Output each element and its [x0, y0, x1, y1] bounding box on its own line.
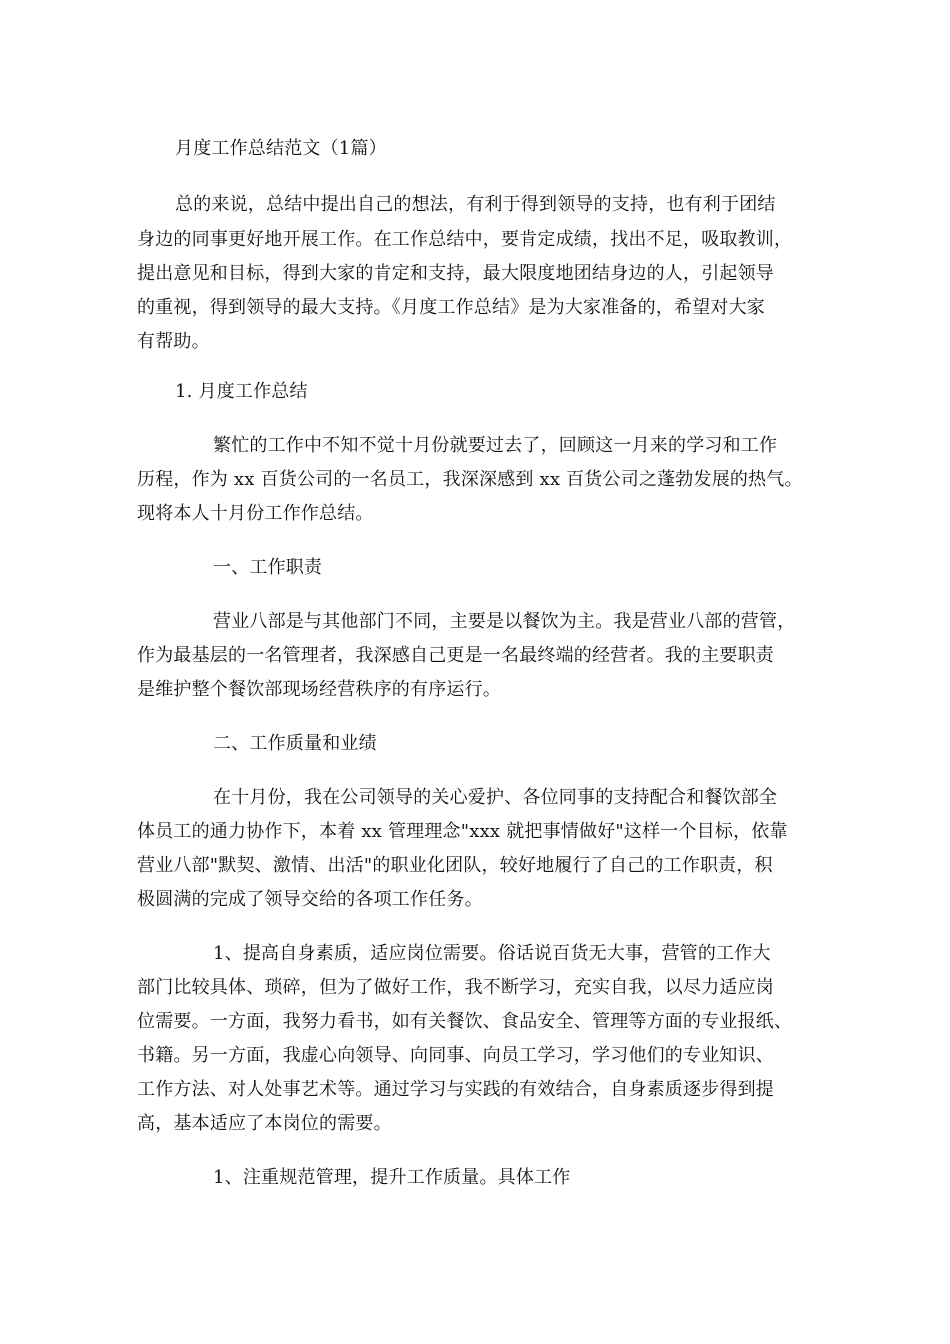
para5-line: 1、注重规范管理，提升工作质量。具体工作	[213, 1167, 571, 1188]
section-heading: 1. 月度工作总结	[175, 381, 308, 402]
document-title: 月度工作总结范文（1篇）	[175, 138, 387, 159]
para1-line: 现将本人十月份工作作总结。	[137, 503, 374, 524]
para2-line: 是维护整个餐饮部现场经营秩序的有序运行。	[137, 679, 501, 700]
para2-line: 作为最基层的一名管理者，我深感自己更是一名最终端的经营者。我的主要职责	[137, 645, 774, 666]
intro-line: 提出意见和目标，得到大家的肯定和支持，最大限度地团结身边的人，引起领导	[137, 263, 774, 284]
para4-line: 位需要。一方面，我努力看书，如有关餐饮、食品安全、管理等方面的专业报纸、	[137, 1011, 793, 1032]
para2-line: 营业八部是与其他部门不同，主要是以餐饮为主。我是营业八部的营管，	[213, 611, 796, 632]
para4-line: 书籍。另一方面，我虚心向领导、向同事、向员工学习，学习他们的专业知识、	[137, 1045, 774, 1066]
para4-line: 高，基本适应了本岗位的需要。	[137, 1113, 392, 1134]
heading-duties: 一、工作职责	[213, 557, 323, 578]
heading-quality: 二、工作质量和业绩	[213, 733, 377, 754]
para4-line: 1、提高自身素质，适应岗位需要。俗话说百货无大事，营管的工作大	[213, 943, 771, 964]
intro-line: 身边的同事更好地开展工作。在工作总结中，要肯定成绩，找出不足，吸取教训，	[137, 229, 793, 250]
para4-line: 工作方法、对人处事艺术等。通过学习与实践的有效结合，自身素质逐步得到提	[137, 1079, 774, 1100]
intro-line: 的重视，得到领导的最大支持。《月度工作总结》是为大家准备的，希望对大家	[137, 297, 765, 318]
para4-line: 部门比较具体、琐碎，但为了做好工作，我不断学习，充实自我，以尽力适应岗	[137, 977, 774, 998]
para1-line: 繁忙的工作中不知不觉十月份就要过去了，回顾这一月来的学习和工作	[213, 435, 778, 456]
para3-line: 在十月份，我在公司领导的关心爱护、各位同事的支持配合和餐饮部全	[213, 787, 778, 808]
intro-line: 总的来说，总结中提出自己的想法，有利于得到领导的支持，也有利于团结	[175, 194, 776, 215]
para3-line: 极圆满的完成了领导交给的各项工作任务。	[137, 889, 483, 910]
para3-line: 体员工的通力协作下，本着 xx 管理理念"xxx 就把事情做好"这样一个目标，依靠	[137, 821, 788, 842]
intro-line: 有帮助。	[137, 331, 210, 352]
para3-line: 营业八部"默契、激情、出活"的职业化团队，较好地履行了自己的工作职责，积	[137, 855, 773, 876]
para1-line: 历程，作为 xx 百货公司的一名员工，我深深感到 xx 百货公司之蓬勃发展的热气。	[137, 469, 803, 490]
